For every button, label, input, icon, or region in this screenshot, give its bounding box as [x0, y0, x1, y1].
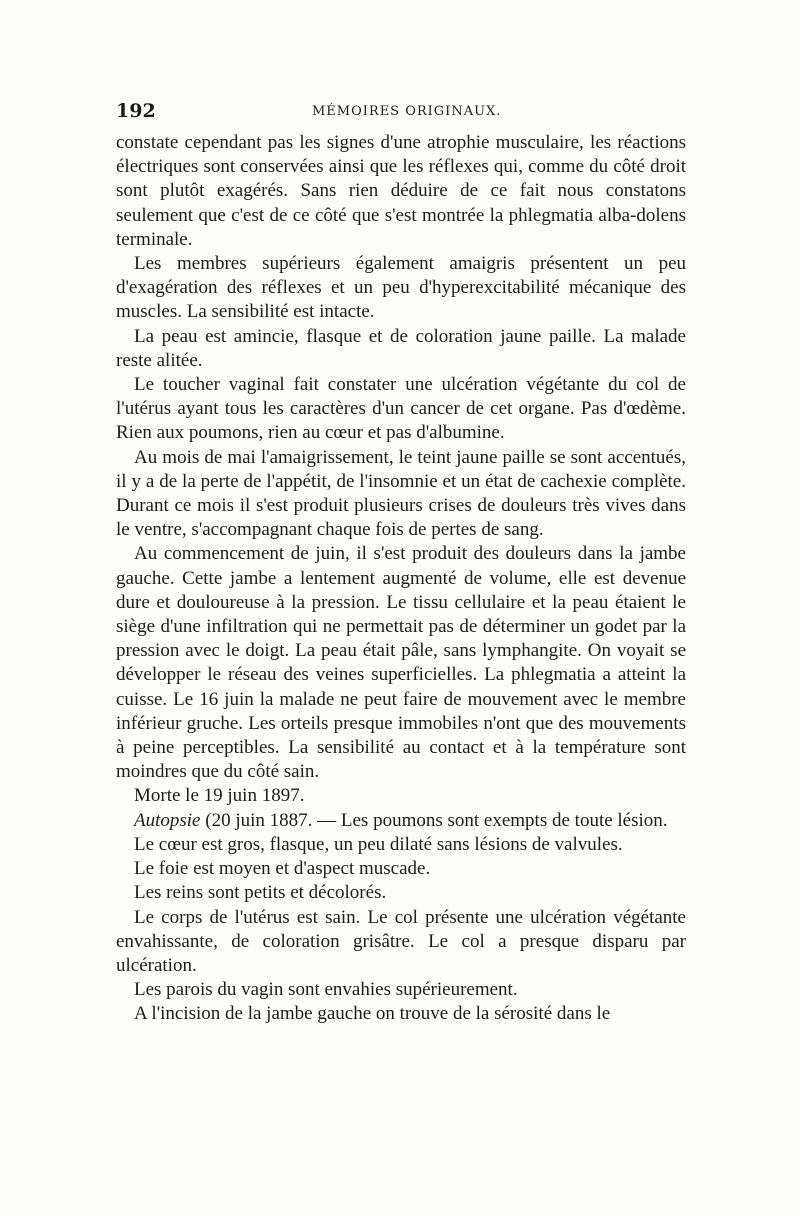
running-title: MÉMOIRES ORIGINAUX.: [312, 104, 502, 119]
paragraph: Le corps de l'utérus est sain. Le col présente une ulcération végétante envahissante, de coloration grisâtre. Le col a presque disparu par ulcération.: [116, 906, 686, 976]
page-number: 192: [116, 100, 156, 122]
paragraph: Morte le 19 juin 1897.: [134, 785, 305, 807]
autopsy-paragraph: [116, 809, 686, 833]
paragraph: Le cœur est gros, flasque, un peu dilaté sans lésions de valvules.: [134, 833, 623, 855]
paragraph: Le foie est moyen et d'aspect muscade.: [134, 858, 431, 880]
paragraph: Le toucher vaginal fait constater une ulcération végétante du col de l'utérus ayant tous les caractères d'un cancer de cet organe. Pas d'œdème. Rien aux poumons, rien au cœur et pas d'albumine.: [116, 374, 686, 444]
autopsy-label: Autopsie: [134, 809, 201, 831]
paragraph: A l'incision de la jambe gauche on trouve de la sérosité dans le: [134, 1003, 611, 1025]
paragraph: La peau est amincie, flasque et de coloration jaune paille. La malade reste alitée.: [116, 325, 686, 371]
paragraph: Les reins sont petits et décolorés.: [134, 882, 387, 904]
body-text: [116, 131, 686, 1027]
paragraph: Au commencement de juin, il s'est produit des douleurs dans la jambe gauche. Cette jambe a lentement augmenté de volume, elle est devenue dure et douloureuse à la pression. Le tissu cellulaire et la peau étaient le siège d'une infiltration qui ne permettait pas de déterminer un godet par la pression avec le doigt. La peau était pâle, sans lymphangite. On voyait se développer le réseau des veines superficielles. La phlegmatia a atteint la cuisse. Le 16 juin la malade ne peut faire de mouvement avec le membre inférieur gruche. Les orteils presque immobiles n'ont que des mouvements à peine perceptibles. La sensibilité au contact et à la température sont moindres que du côté sain.: [116, 543, 686, 783]
paragraph: Les membres supérieurs également amaigris présentent un peu d'exagération des réflexes et un peu d'hyperexcitabilité mécanique des muscles. La sensibilité est intacte.: [116, 253, 686, 323]
paragraph: Au mois de mai l'amaigrissement, le teint jaune paille se sont accentués, il y a de la perte de l'appétit, de l'insomnie et un état de cachexie complète. Durant ce mois il s'est produit plusieurs crises de douleurs très vives dans le ventre, s'accompagnant chaque fois de pertes de sang.: [116, 446, 686, 541]
paragraph: constate cependant pas les signes d'une atrophie musculaire, les réactions électriques sont conservées ainsi que les réflexes qui, comme du côté droit sont plutôt exagérés. Sans rien déduire de ce fait nous constatons seulement que c'est de ce côté que s'est montrée la phlegmatia alba-dolens terminale.: [116, 132, 686, 250]
page-header: [116, 100, 686, 122]
paragraph: Les parois du vagin sont envahies supérieurement.: [134, 979, 518, 1001]
autopsy-text: (20 juin 1887. — Les poumons sont exempts de toute lésion.: [200, 809, 668, 831]
